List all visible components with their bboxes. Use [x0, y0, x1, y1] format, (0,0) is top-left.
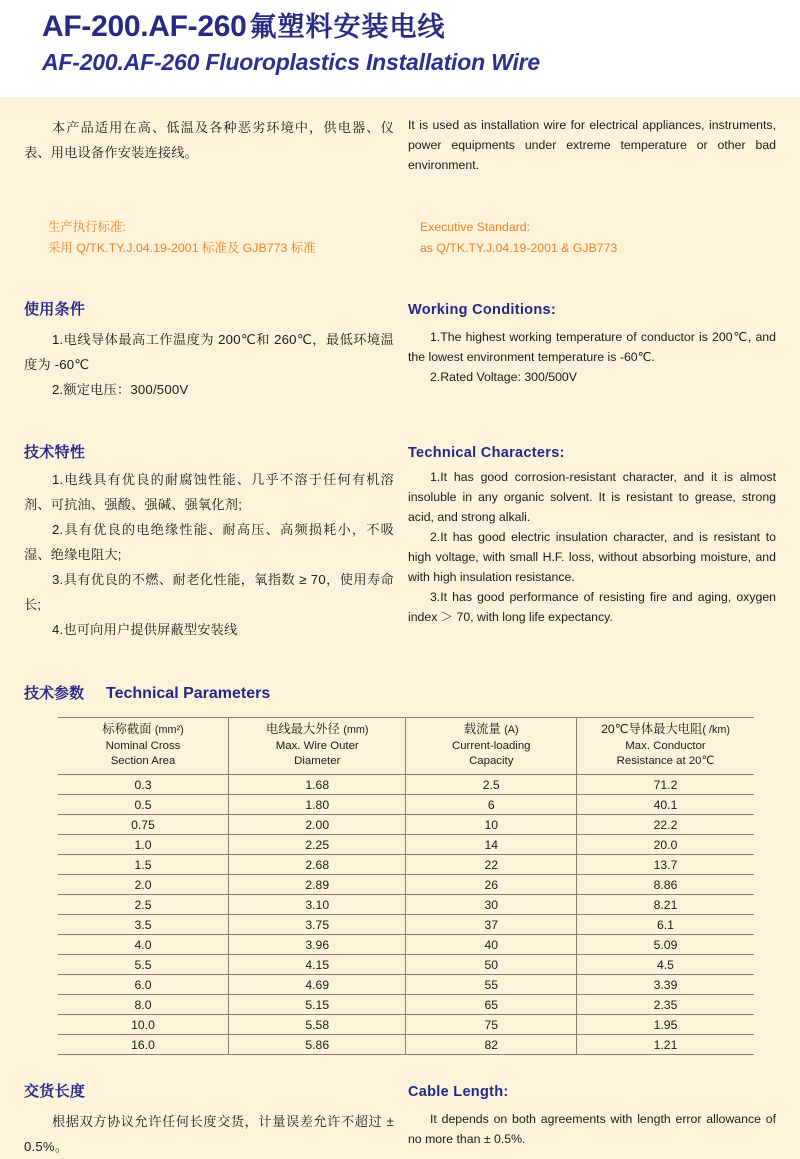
- table-cell: 3.96: [229, 935, 406, 955]
- table-cell: 5.86: [229, 1035, 406, 1055]
- standard-english-column: [404, 217, 776, 259]
- page-title-chinese: [42, 8, 800, 46]
- working-conditions-item-2-english: 2.Rated Voltage: 300/500V: [429, 370, 577, 384]
- table-cell: 3.10: [229, 895, 406, 915]
- introduction-section: [24, 97, 776, 175]
- technical-characters-item-1-english: 1.It has good corrosion-resistant character, and it is almost insoluble in any organic solvent. It is resistant to grease, strong acid, and strong alkali.: [407, 470, 776, 524]
- cable-length-english-column: [404, 1081, 776, 1159]
- table-cell: 5.58: [229, 1015, 406, 1035]
- column-header-en-line2: Capacity: [469, 755, 514, 767]
- table-cell: 20.0: [577, 835, 755, 855]
- table-cell: 10: [406, 815, 577, 835]
- table-cell: 5.5: [58, 955, 229, 975]
- working-conditions-item-1-chinese: 1.电线导体最高工作温度为 200℃和 260℃，最低环境温度为 -60℃: [24, 332, 394, 372]
- title-model-code: AF-200.AF-260: [42, 10, 247, 43]
- column-header-nominal-cross-section: [58, 718, 229, 775]
- table-cell: 3.75: [229, 915, 406, 935]
- table-cell: 2.00: [229, 815, 406, 835]
- cable-length-section: [0, 1055, 800, 1159]
- table-cell: 40.1: [577, 795, 755, 815]
- table-header: [58, 718, 754, 775]
- technical-characters-item-3-english: 3.It has good performance of resisting fire and aging, oxygen index ＞ 70, with long life expectancy.: [407, 590, 776, 624]
- table-cell: 10.0: [58, 1015, 229, 1035]
- table-cell: 22: [406, 855, 577, 875]
- column-header-en-line1: Max. Conductor: [625, 740, 706, 752]
- column-header-en-line1: Max. Wire Outer: [275, 740, 359, 752]
- technical-characters-heading-chinese: 技术特性: [24, 444, 86, 461]
- technical-parameters-table: [58, 717, 754, 1055]
- technical-characters-item-4-chinese: 4.也可向用户提供屏蔽型安装线: [52, 622, 238, 637]
- parameters-heading-english: Technical Parameters: [106, 685, 271, 702]
- page-title-english: AF-200.AF-260 Fluoroplastics Installation Wire: [42, 49, 540, 75]
- introduction-chinese-column: [24, 115, 404, 175]
- table-cell: 3.39: [577, 975, 755, 995]
- table-cell: 75: [406, 1015, 577, 1035]
- working-conditions-section: [24, 259, 776, 402]
- table-cell: 1.0: [58, 835, 229, 855]
- table-row: [58, 775, 754, 795]
- table-cell: 30: [406, 895, 577, 915]
- introduction-text-english: It is used as installation wire for electrical appliances, instruments, power equipments under extreme temperature or other bad environment.: [407, 118, 776, 172]
- table-row: [58, 975, 754, 995]
- table-cell: 26: [406, 875, 577, 895]
- technical-parameters-table-wrapper: [0, 703, 800, 1055]
- technical-parameters-heading: [0, 642, 800, 703]
- table-cell: 2.5: [406, 775, 577, 795]
- table-cell: 37: [406, 915, 577, 935]
- technical-characters-item-2-chinese: 2.具有优良的电绝缘性能、耐高压、高频损耗小，不吸湿、绝缘电阻大;: [24, 522, 394, 562]
- table-cell: 1.5: [58, 855, 229, 875]
- column-header-max-conductor-resistance: [577, 718, 755, 775]
- standard-label-chinese: 生产执行标准:: [48, 220, 126, 234]
- table-cell: 8.0: [58, 995, 229, 1015]
- table-cell: 1.80: [229, 795, 406, 815]
- working-conditions-item-2-chinese: 2.额定电压：300/500V: [52, 382, 189, 397]
- table-cell: 2.68: [229, 855, 406, 875]
- table-cell: 6.1: [577, 915, 755, 935]
- table-cell: 8.86: [577, 875, 755, 895]
- column-header-cn-unit: (mm): [343, 724, 369, 736]
- column-header-max-wire-outer-diameter: [229, 718, 406, 775]
- table-cell: 2.25: [229, 835, 406, 855]
- table-row: [58, 955, 754, 975]
- table-row: [58, 995, 754, 1015]
- column-header-cn-text: 载流量: [463, 722, 501, 736]
- table-row: [58, 1015, 754, 1035]
- parameters-heading-chinese: 技术参数: [24, 685, 85, 702]
- table-row: [58, 875, 754, 895]
- table-header-row: [58, 718, 754, 775]
- table-cell: 40: [406, 935, 577, 955]
- table-cell: 8.21: [577, 895, 755, 915]
- cable-length-text-chinese: 根据双方协议允许任何长度交货，计量误差允许不超过 ± 0.5%。: [24, 1114, 394, 1154]
- table-cell: 2.5: [58, 895, 229, 915]
- table-cell: 82: [406, 1035, 577, 1055]
- standard-value-english: as Q/TK.TY.J.04.19-2001 & GJB773: [419, 241, 618, 255]
- standard-chinese-column: [24, 217, 404, 259]
- table-cell: 6.0: [58, 975, 229, 995]
- table-row: [58, 915, 754, 935]
- table-cell: 1.21: [577, 1035, 755, 1055]
- cable-length-heading-chinese: 交货长度: [24, 1083, 86, 1100]
- table-cell: 4.5: [577, 955, 755, 975]
- working-conditions-chinese-column: [24, 299, 404, 402]
- column-header-cn-unit: (mm²): [154, 724, 184, 736]
- introduction-english-column: [404, 115, 776, 175]
- column-header-cn-text: 电线最大外径: [266, 722, 340, 736]
- column-header-en-line1: Current-loading: [451, 740, 531, 752]
- table-row: [58, 1035, 754, 1055]
- table-cell: 0.75: [58, 815, 229, 835]
- technical-characters-chinese-column: [24, 442, 404, 642]
- table-cell: 71.2: [577, 775, 755, 795]
- column-header-en-line1: Nominal Cross: [105, 740, 181, 752]
- table-cell: 3.5: [58, 915, 229, 935]
- table-cell: 50: [406, 955, 577, 975]
- table-cell: 2.35: [577, 995, 755, 1015]
- cable-length-chinese-column: [24, 1081, 404, 1159]
- column-header-cn-text: 20℃导体最大电阻: [601, 722, 703, 736]
- technical-characters-heading-english: Technical Characters:: [407, 445, 565, 461]
- working-conditions-heading-chinese: 使用条件: [24, 301, 86, 318]
- table-cell: 6: [406, 795, 577, 815]
- table-body: [58, 775, 754, 1055]
- column-header-cn-text: 标称截面: [102, 722, 152, 736]
- table-cell: 1.95: [577, 1015, 755, 1035]
- table-row: [58, 895, 754, 915]
- table-cell: 5.09: [577, 935, 755, 955]
- table-cell: 13.7: [577, 855, 755, 875]
- table-row: [58, 795, 754, 815]
- cable-length-heading-english: Cable Length:: [407, 1084, 509, 1100]
- page-body: [0, 97, 800, 642]
- page-header: [0, 0, 800, 97]
- technical-characters-item-2-english: 2.It has good electric insulation character, and is resistant to high voltage, with small H.F. loss, without absorbing moisture, and with high insulation resistance.: [407, 530, 776, 584]
- column-header-en-line2: Resistance at 20℃: [616, 755, 715, 767]
- table-row: [58, 815, 754, 835]
- working-conditions-item-1-english: 1.The highest working temperature of conductor is 200℃, and the lowest environment temperature is -60℃.: [407, 330, 776, 364]
- title-product-name-chinese: 氟塑料安装电线: [249, 12, 446, 42]
- table-cell: 2.89: [229, 875, 406, 895]
- column-header-en-line2: Section Area: [110, 755, 176, 767]
- standard-label-english: Executive Standard:: [419, 220, 531, 234]
- table-cell: 0.3: [58, 775, 229, 795]
- column-header-en-line2: Diameter: [294, 755, 341, 767]
- table-cell: 4.0: [58, 935, 229, 955]
- table-cell: 2.0: [58, 875, 229, 895]
- cable-length-text-english: It depends on both agreements with length error allowance of no more than ± 0.5%.: [407, 1112, 776, 1146]
- table-row: [58, 835, 754, 855]
- table-cell: 14: [406, 835, 577, 855]
- table-cell: 0.5: [58, 795, 229, 815]
- working-conditions-english-column: [404, 299, 776, 402]
- technical-characters-item-1-chinese: 1.电线具有优良的耐腐蚀性能、几乎不溶于任何有机溶剂、可抗油、强酸、强碱、强氧化剂;: [24, 472, 394, 512]
- table-cell: 55: [406, 975, 577, 995]
- table-row: [58, 855, 754, 875]
- column-header-cn-unit: (A): [504, 724, 519, 736]
- table-cell: 1.68: [229, 775, 406, 795]
- table-cell: 16.0: [58, 1035, 229, 1055]
- column-header-cn-unit: ( /km): [702, 724, 730, 736]
- technical-characters-item-3-chinese: 3.具有优良的不燃、耐老化性能，氧指数 ≥ 70，使用寿命长;: [24, 572, 394, 612]
- executive-standard-section: [24, 175, 776, 259]
- working-conditions-heading-english: Working Conditions:: [407, 302, 556, 318]
- standard-value-chinese: 采用 Q/TK.TY.J.04.19-2001 标准及 GJB773 标准: [48, 241, 316, 255]
- table-cell: 5.15: [229, 995, 406, 1015]
- table-cell: 4.15: [229, 955, 406, 975]
- technical-characters-section: [24, 402, 776, 642]
- column-header-current-loading-capacity: [406, 718, 577, 775]
- table-row: [58, 935, 754, 955]
- table-cell: 4.69: [229, 975, 406, 995]
- technical-characters-english-column: [404, 442, 776, 642]
- table-cell: 65: [406, 995, 577, 1015]
- introduction-text-chinese: 本产品适用在高、低温及各种恶劣环境中，供电器、仪表、用电设备作安装连接线。: [24, 120, 394, 160]
- table-cell: 22.2: [577, 815, 755, 835]
